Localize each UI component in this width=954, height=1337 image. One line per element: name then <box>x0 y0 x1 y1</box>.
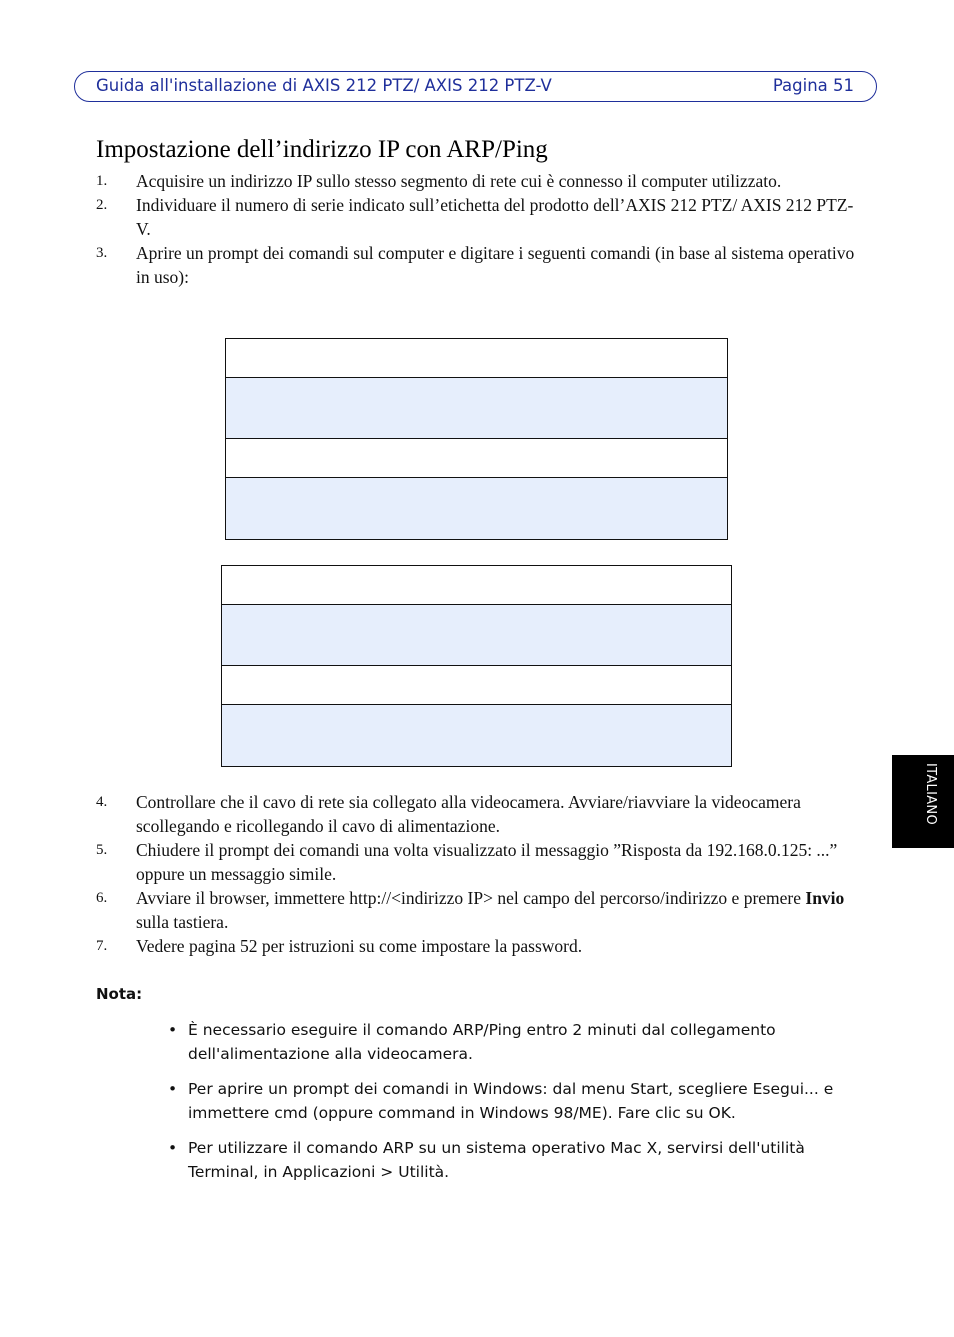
steps-list-after <box>96 790 856 958</box>
bullet-icon: • <box>168 1021 178 1039</box>
step-number: 6. <box>96 890 108 906</box>
step-item <box>96 790 856 838</box>
note-item <box>168 1077 848 1125</box>
step-number: 7. <box>96 938 108 954</box>
step-item <box>96 241 856 289</box>
command-table-1 <box>225 338 728 540</box>
step-number: 3. <box>96 245 108 261</box>
table-row <box>226 478 727 539</box>
table-row <box>222 566 731 605</box>
step-number: 2. <box>96 197 108 213</box>
step-item <box>96 169 856 193</box>
table-row <box>226 339 727 378</box>
page-number: Pagina 51 <box>772 76 854 95</box>
bullet-icon: • <box>168 1139 178 1157</box>
step-text: Aprire un prompt dei comandi sul computer e digitare i seguenti comandi (in base al sistema operativo in uso): <box>136 243 855 287</box>
header-title: Guida all'installazione di AXIS 212 PTZ/ AXIS 212 PTZ-V <box>96 76 552 95</box>
language-tab <box>892 755 954 848</box>
command-table-2 <box>221 565 732 767</box>
table-row <box>226 439 727 478</box>
step-number: 5. <box>96 842 108 858</box>
step-item <box>96 886 856 934</box>
note-item <box>168 1018 848 1066</box>
section-heading: Impostazione dell’indirizzo IP con ARP/Ping <box>96 136 548 163</box>
page-header <box>74 71 877 102</box>
step-text: Chiudere il prompt dei comandi una volta visualizzato il messaggio ”Risposta da 192.168.0.125: ...” oppure un messaggio simile. <box>136 840 838 884</box>
step-text: Individuare il numero di serie indicato sull’etichetta del prodotto dell’AXIS 212 PTZ/ AXIS 212 PTZ-V. <box>136 195 854 239</box>
table-row <box>226 378 727 439</box>
note-label: Nota: <box>96 985 143 1003</box>
step-item <box>96 934 856 958</box>
step-text: Avviare il browser, immettere http://<indirizzo IP> nel campo del percorso/indirizzo e premere <box>136 888 806 908</box>
step-number: 1. <box>96 173 108 189</box>
step-item <box>96 193 856 241</box>
key-name: Invio <box>805 888 845 908</box>
steps-list-before <box>96 169 856 289</box>
bullet-icon: • <box>168 1080 178 1098</box>
step-text: Vedere pagina 52 per istruzioni su come impostare la password. <box>136 936 583 956</box>
table-row <box>222 605 731 666</box>
note-list <box>168 1018 848 1195</box>
note-text: Per aprire un prompt dei comandi in Windows: dal menu Start, scegliere Esegui... e immettere cmd (oppure command in Windows 98/ME). Fare clic su OK. <box>188 1080 834 1122</box>
step-text: sulla tastiera. <box>136 912 229 932</box>
step-text: Acquisire un indirizzo IP sullo stesso segmento di rete cui è connesso il computer utilizzato. <box>136 171 782 191</box>
step-number: 4. <box>96 794 108 810</box>
note-text: È necessario eseguire il comando ARP/Ping entro 2 minuti dal collegamento dell'alimentazione alla videocamera. <box>188 1021 776 1063</box>
table-row <box>222 666 731 705</box>
step-item <box>96 838 856 886</box>
table-row <box>222 705 731 766</box>
note-item <box>168 1136 848 1184</box>
step-text: Controllare che il cavo di rete sia collegato alla videocamera. Avviare/riavviare la videocamera scollegando e ricollegando il cavo di alimentazione. <box>136 792 801 836</box>
note-text: Per utilizzare il comando ARP su un sistema operativo Mac X, servirsi dell'utilità Terminal, in Applicazioni > Utilità. <box>188 1139 805 1181</box>
language-tab-label: ITALIANO <box>923 763 938 825</box>
